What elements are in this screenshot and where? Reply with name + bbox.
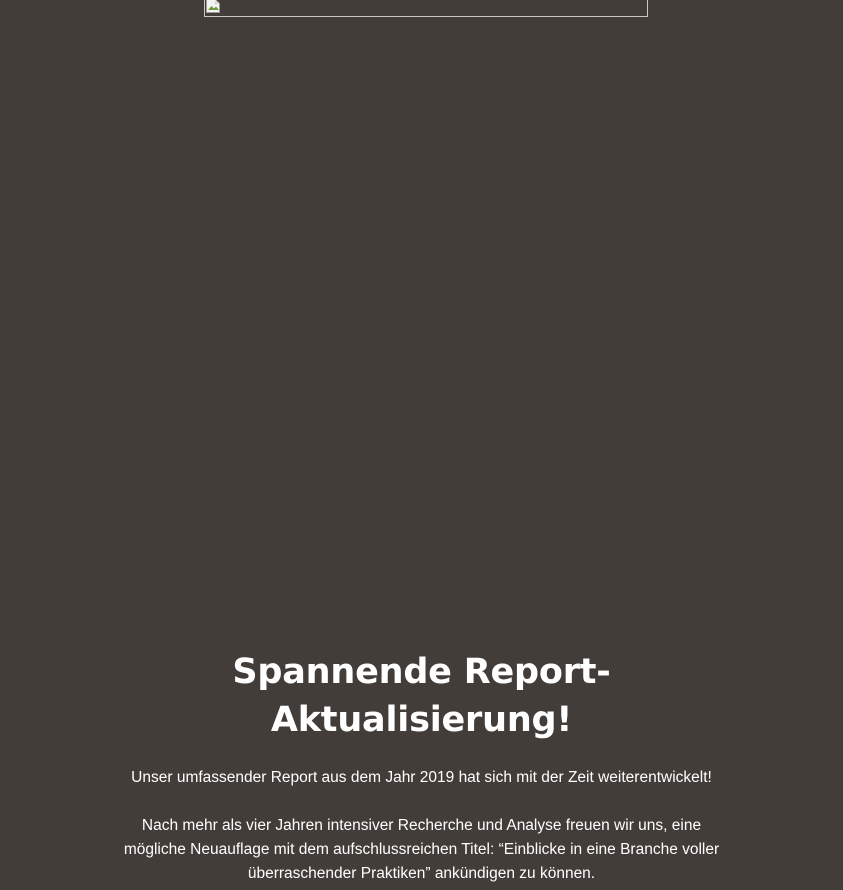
- announcement-section: [0, 648, 843, 886]
- intro-text: Unser umfassender Report aus dem Jahr 2019 hat sich mit der Zeit weiterentwickelt!: [131, 769, 712, 786]
- broken-image-icon: [206, 0, 222, 14]
- hero-image: [204, 0, 648, 17]
- body-text: Nach mehr als vier Jahren intensiver Recherche und Analyse freuen wir uns, eine mögliche Neuauflage mit dem aufschlussreichen Titel: “Einblicke in eine Branche voller überraschender Praktiken” ankündigen zu können.: [123, 817, 720, 882]
- headline: Spannende Report-Aktualisierung!: [232, 652, 611, 740]
